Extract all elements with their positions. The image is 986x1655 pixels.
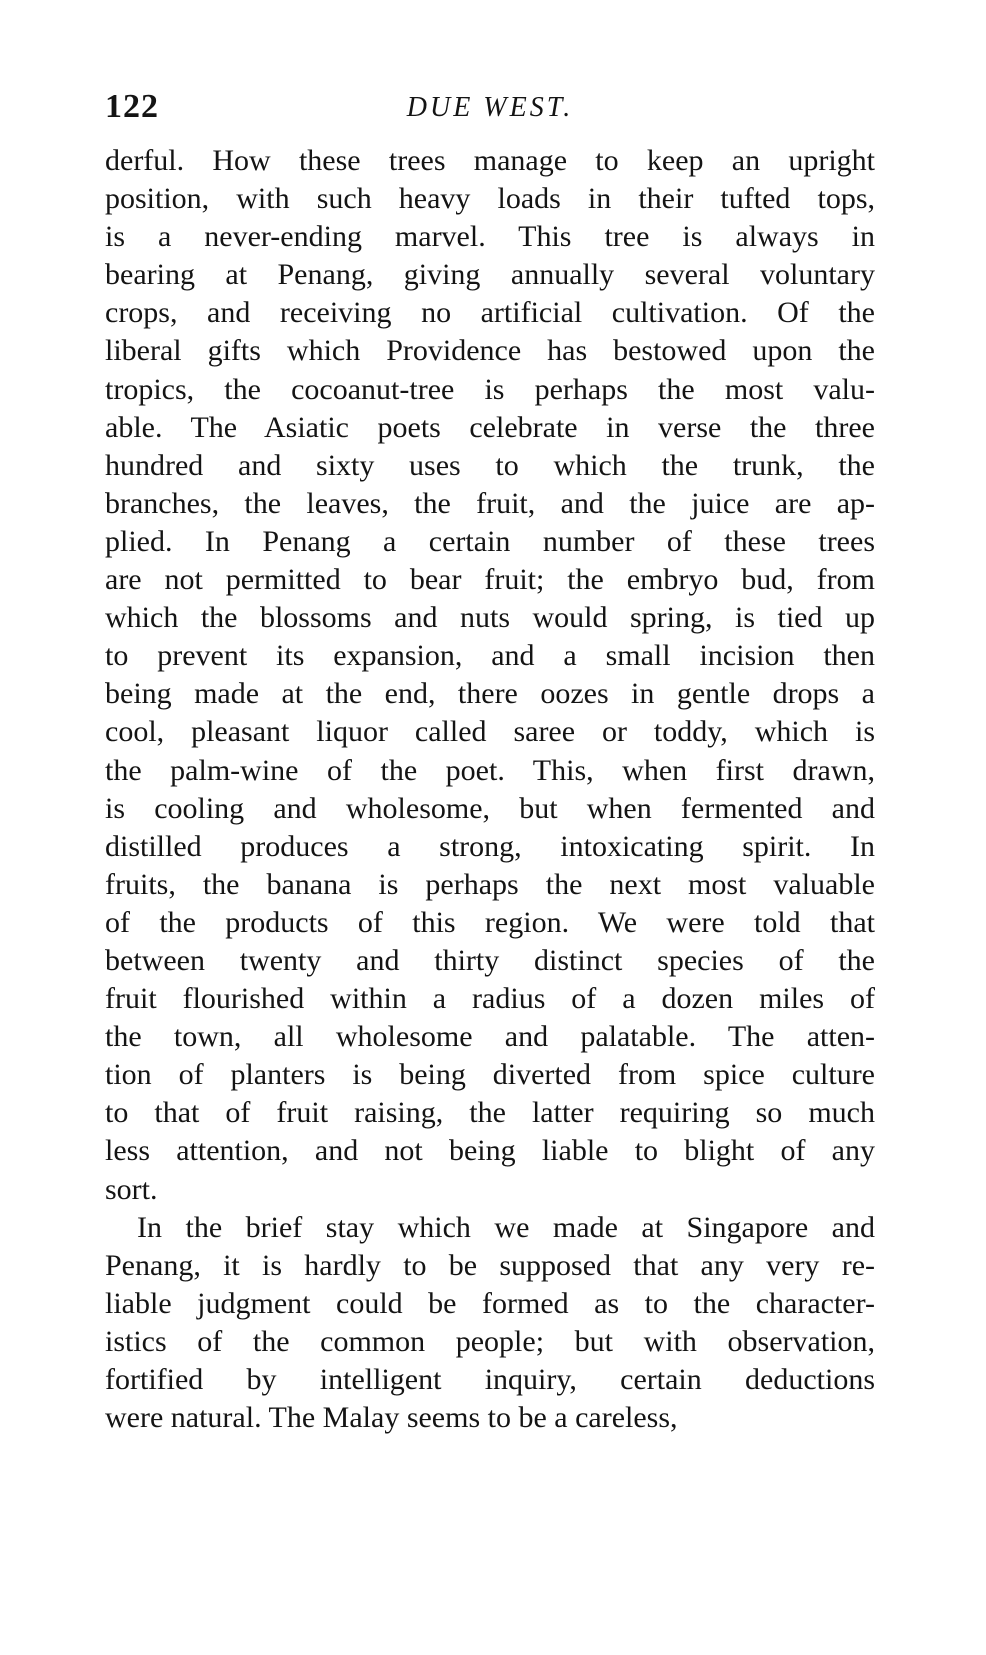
- text-line: to prevent its expansion, and a small incision then: [105, 639, 875, 673]
- text-line: is cooling and wholesome, but when fermented and: [105, 791, 875, 825]
- text-line: less attention, and not being liable to blight of any: [105, 1134, 875, 1168]
- text-line: able. The Asiatic poets celebrate in verse the three: [105, 410, 875, 444]
- page-header: [105, 88, 875, 128]
- text-line: the town, all wholesome and palatable. The atten-: [105, 1020, 875, 1054]
- text-line: liberal gifts which Providence has bestowed upon the: [105, 334, 875, 368]
- text-line: tropics, the cocoanut-tree is perhaps the most valu-: [105, 372, 875, 406]
- text-line: are not permitted to bear fruit; the embryo bud, from: [105, 563, 875, 597]
- page-number: 122: [105, 88, 159, 125]
- text-line: plied. In Penang a certain number of these trees: [105, 524, 875, 558]
- text-line: tion of planters is being diverted from spice culture: [105, 1058, 875, 1092]
- text-line: fruit flourished within a radius of a dozen miles of: [105, 982, 875, 1016]
- text-line: is a never-ending marvel. This tree is always in: [105, 220, 875, 254]
- text-line: sort.: [105, 1172, 158, 1206]
- text-line: which the blossoms and nuts would spring, is tied up: [105, 601, 875, 635]
- text-line: between twenty and thirty distinct species of the: [105, 943, 875, 977]
- text-line: to that of fruit raising, the latter requiring so much: [105, 1096, 875, 1130]
- text-line: In the brief stay which we made at Singapore and: [137, 1210, 875, 1244]
- body-text: [105, 142, 875, 1437]
- paragraph: [105, 1209, 875, 1438]
- text-line: hundred and sixty uses to which the trunk, the: [105, 448, 875, 482]
- text-line: the palm-wine of the poet. This, when first drawn,: [105, 753, 875, 787]
- text-line: cool, pleasant liquor called saree or toddy, which is: [105, 715, 875, 749]
- text-line: were natural. The Malay seems to be a careless,: [105, 1401, 678, 1435]
- text-line: position, with such heavy loads in their tufted tops,: [105, 182, 875, 216]
- text-line: Penang, it is hardly to be supposed that any very re-: [105, 1248, 875, 1282]
- text-line: branches, the leaves, the fruit, and the juice are ap-: [105, 486, 875, 520]
- paragraph: [105, 142, 875, 1209]
- text-line: crops, and receiving no artificial cultivation. Of the: [105, 296, 875, 330]
- text-line: liable judgment could be formed as to the character-: [105, 1286, 875, 1320]
- text-line: being made at the end, there oozes in gentle drops a: [105, 677, 875, 711]
- text-line: fortified by intelligent inquiry, certain deductions: [105, 1363, 875, 1396]
- text-line: of the products of this region. We were told that: [105, 905, 875, 939]
- text-line: bearing at Penang, giving annually several voluntary: [105, 258, 875, 292]
- text-line: distilled produces a strong, intoxicating spirit. In: [105, 829, 875, 863]
- text-line: istics of the common people; but with observation,: [105, 1324, 875, 1358]
- running-title: DUE WEST.: [406, 92, 574, 123]
- text-line: derful. How these trees manage to keep an upright: [105, 144, 875, 177]
- text-line: fruits, the banana is perhaps the next most valuable: [105, 867, 875, 901]
